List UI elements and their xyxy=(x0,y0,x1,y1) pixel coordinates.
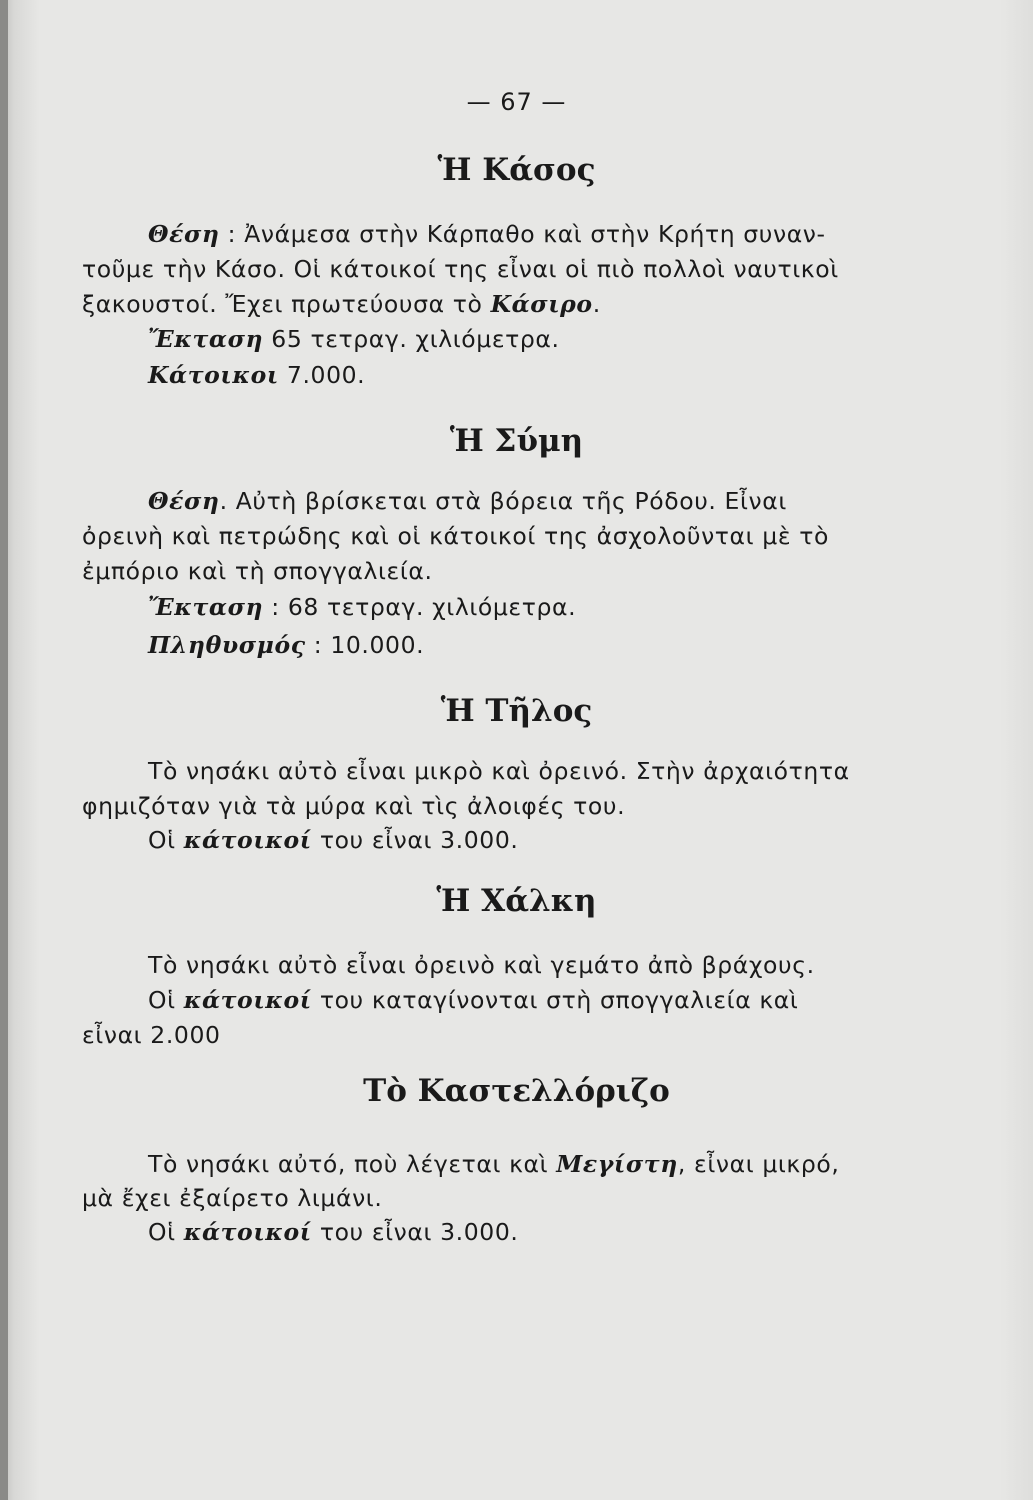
symi-line-3: ἐμπόριο καὶ τὴ σπογγαλιεία. xyxy=(82,557,433,585)
symi-area: Ἔκταση : 68 τετραγ. χιλιόμετρα. xyxy=(148,593,577,621)
page-binding-edge xyxy=(0,0,8,1500)
kasos-line-2: τοῦμε τὴν Κάσο. Οἱ κάτοικοί της εἶναι οἱ πιὸ πολλοὶ ναυτικοὶ xyxy=(82,255,839,283)
kastellorizo-population: Οἱ κάτοικοί του εἶναι 3.000. xyxy=(148,1218,519,1246)
heading-kasos: Ἡ Κάσος xyxy=(437,152,596,188)
kasos-area: Ἔκταση 65 τετραγ. χιλιόμετρα. xyxy=(148,325,560,353)
chalki-line-2: Οἱ κάτοικοί του καταγίνονται στὴ σπογγαλιεία καὶ xyxy=(148,986,799,1014)
heading-tilos: Ἡ Τῆλος xyxy=(440,693,593,729)
kastellorizo-line-1: Τὸ νησάκι αὐτό, ποὺ λέγεται καὶ Μεγίστη, εἶναι μικρό, xyxy=(148,1150,840,1178)
kasos-population: Κάτοικοι 7.000. xyxy=(148,361,366,389)
heading-symi: Ἡ Σύμη xyxy=(449,423,584,459)
chalki-line-1: Τὸ νησάκι αὐτὸ εἶναι ὀρεινὸ καὶ γεμάτο ἀπὸ βράχους. xyxy=(148,951,815,979)
symi-line-1: Θέση. Αὐτὴ βρίσκεται στὰ βόρεια τῆς Ρόδου. Εἶναι xyxy=(148,487,787,515)
tilos-population: Οἱ κάτοικοί του εἶναι 3.000. xyxy=(148,826,519,854)
page-number: — 67 — xyxy=(466,88,567,116)
symi-line-2: ὀρεινὴ καὶ πετρώδης καὶ οἱ κάτοικοί της ἀσχολοῦνται μὲ τὸ xyxy=(82,522,829,550)
tilos-line-2: φημιζόταν γιὰ τὰ μύρα καὶ τὶς ἀλοιφές του. xyxy=(82,792,626,820)
kasos-line-1: Θέση : Ἀνάμεσα στὴν Κάρπαθο καὶ στὴν Κρήτη συναν- xyxy=(148,220,826,248)
chalki-line-3: εἶναι 2.000 xyxy=(82,1021,221,1049)
symi-population: Πληθυσμός : 10.000. xyxy=(148,631,425,659)
kastellorizo-line-2: μὰ ἔχει ἐξαίρετο λιμάνι. xyxy=(82,1184,383,1212)
tilos-line-1: Τὸ νησάκι αὐτὸ εἶναι μικρὸ καὶ ὀρεινό. Στὴν ἀρχαιότητα xyxy=(148,757,850,785)
heading-kastellorizo: Τὸ Καστελλόριζο xyxy=(363,1073,670,1109)
heading-chalki: Ἡ Χάλκη xyxy=(436,883,597,919)
kasos-line-3: ξακουστοί. Ἔχει πρωτεύουσα τὸ Κάσιρο. xyxy=(82,290,601,318)
